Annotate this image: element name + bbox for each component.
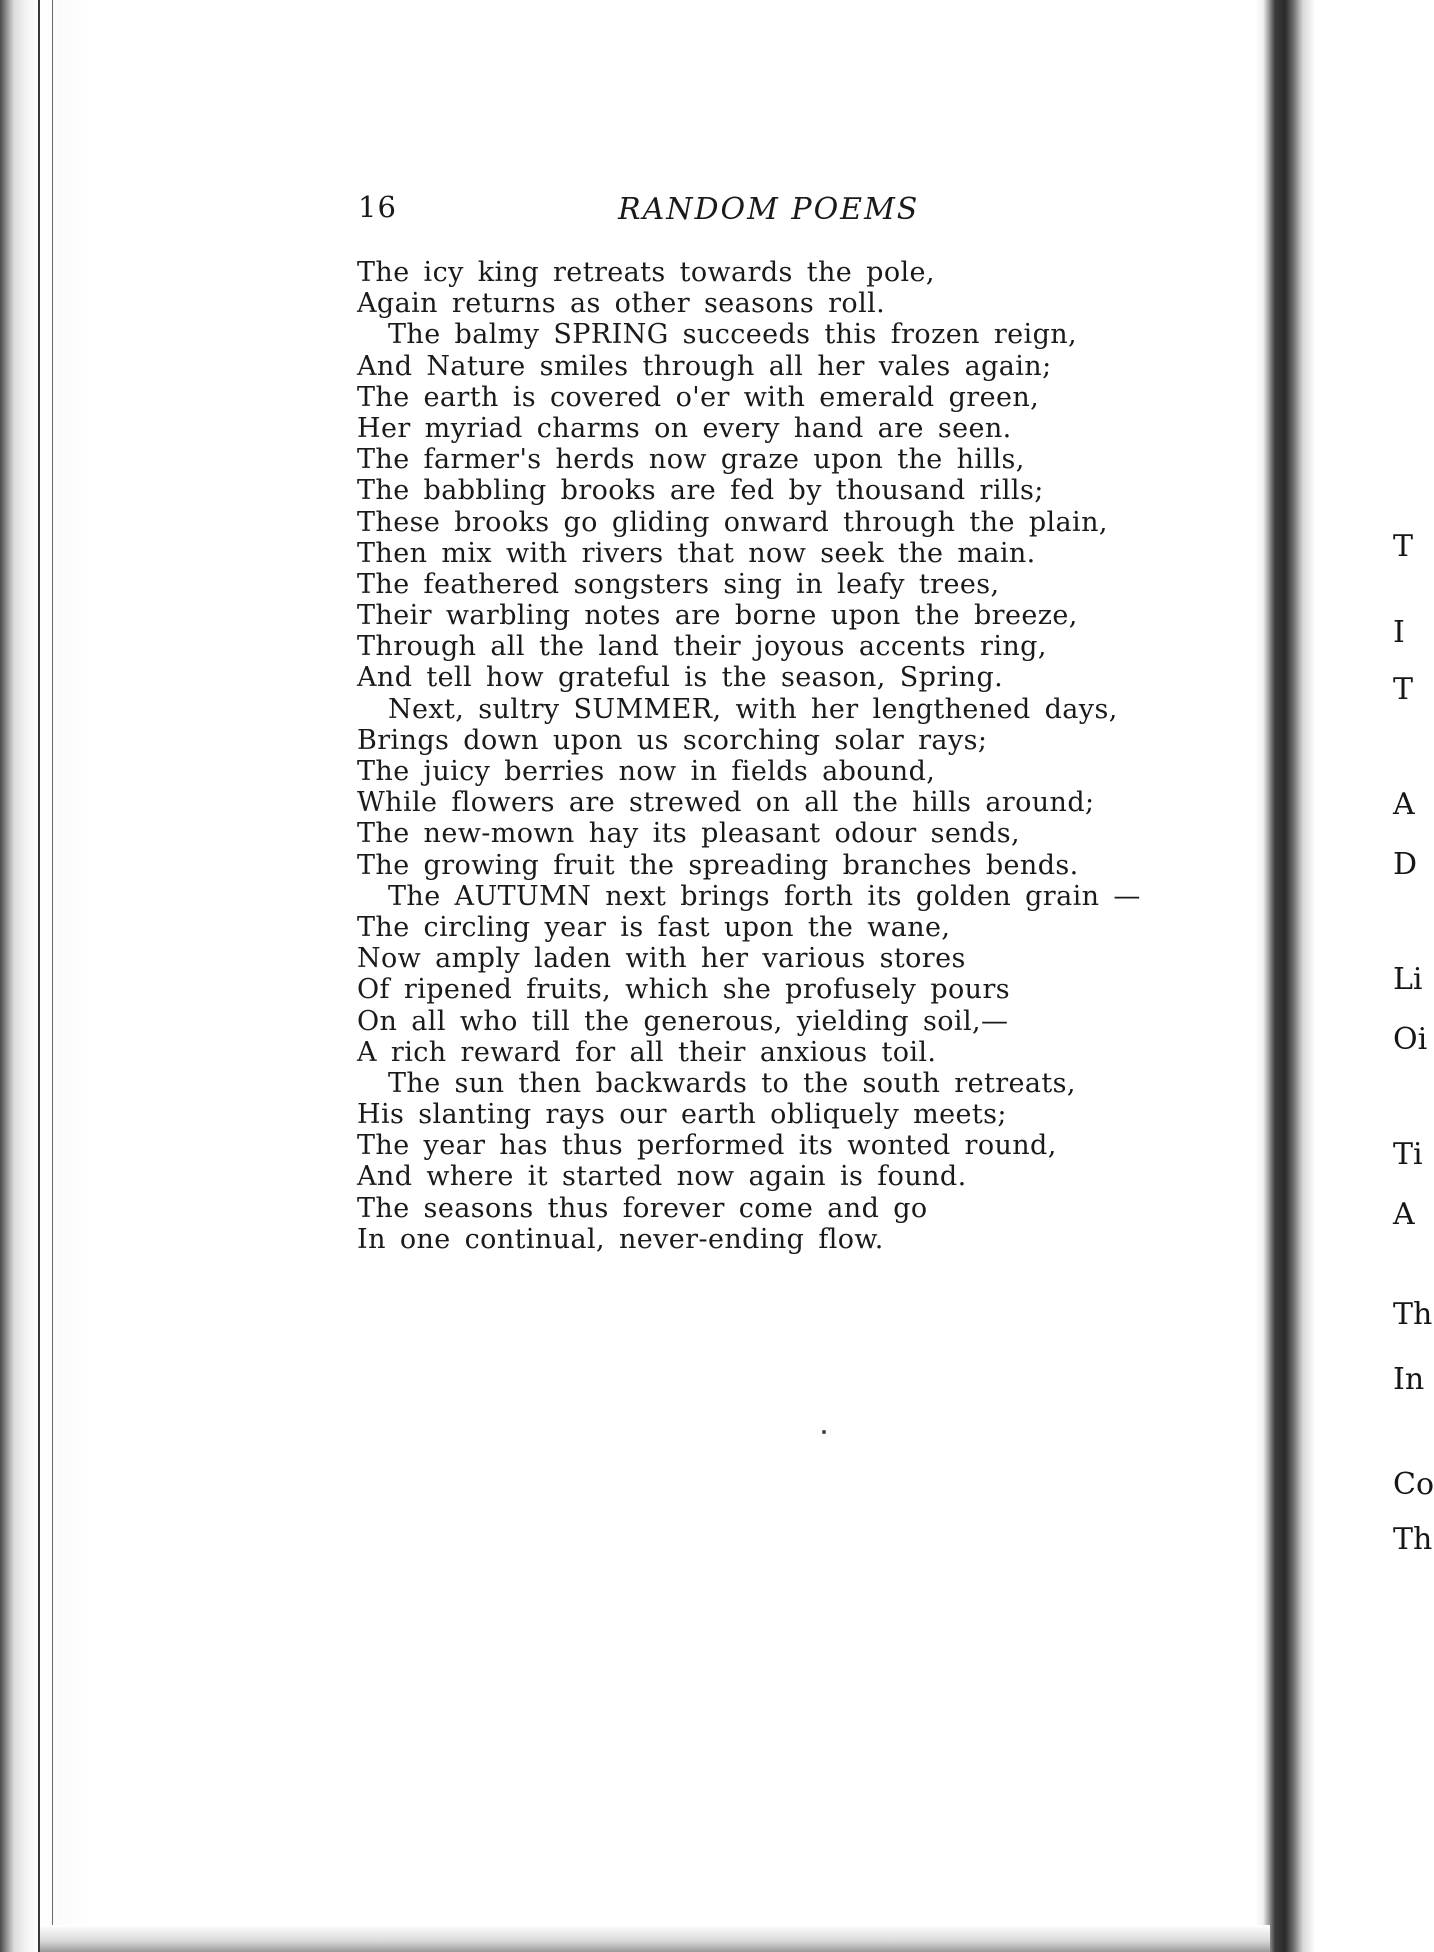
facing-page-fragment: Co — [1393, 1467, 1434, 1502]
facing-page-fragment: Th — [1393, 1297, 1433, 1332]
facing-page — [1315, 0, 1434, 1952]
poem-line: Brings down upon us scorching solar rays; — [357, 724, 988, 756]
poem-line: A rich reward for all their anxious toil. — [357, 1036, 937, 1068]
facing-page-fragment: A — [1393, 1197, 1415, 1232]
binding-line — [52, 0, 53, 1952]
poem-line: The AUTUMN next brings forth its golden grain — — [388, 880, 1141, 912]
left-binding-edge — [0, 0, 90, 1952]
poem-line: And tell how grateful is the season, Spring. — [357, 662, 1004, 694]
poem-line: In one continual, never-ending flow. — [357, 1223, 884, 1255]
facing-page-fragment: D — [1393, 847, 1418, 882]
poem-line: Again returns as other seasons roll. — [357, 288, 886, 320]
facing-page-fragment: Th — [1393, 1522, 1433, 1557]
facing-page-fragment: Li — [1393, 962, 1423, 997]
poem-line: The icy king retreats towards the pole, — [357, 257, 935, 288]
facing-page-fragment: T — [1393, 529, 1414, 564]
poem-line: The new-mown hay its pleasant odour sends, — [357, 818, 1020, 850]
binding-line — [38, 0, 40, 1952]
poem-line: The growing fruit the spreading branches bends. — [357, 849, 1079, 881]
poem-line: Through all the land their joyous accents ring, — [357, 631, 1047, 663]
page-number: 16 — [358, 190, 397, 224]
page-bottom-edge — [40, 1925, 1270, 1952]
poem-line: While flowers are strewed on all the hills around; — [357, 787, 1095, 819]
poem-line: On all who till the generous, yielding soil,— — [357, 1005, 1009, 1037]
facing-page-fragment: Ti — [1393, 1137, 1423, 1172]
poem-line: And Nature smiles through all her vales again; — [357, 350, 1052, 382]
running-title: RANDOM POEMS — [618, 192, 920, 227]
facing-page-fragment: A — [1393, 787, 1415, 822]
facing-page-fragment: Oi — [1393, 1022, 1428, 1057]
poem-line: The seasons thus forever come and go — [357, 1192, 928, 1224]
print-speck — [822, 1430, 826, 1434]
poem-line: The year has thus performed its wonted round, — [357, 1130, 1057, 1162]
poem-line: Now amply laden with her various stores — [357, 943, 966, 975]
poem-line: The babbling brooks are fed by thousand rills; — [357, 475, 1044, 507]
poem-line: The earth is covered o'er with emerald green, — [357, 381, 1040, 413]
poem-line: Then mix with rivers that now seek the main. — [357, 537, 1036, 569]
poem-line: The balmy SPRING succeeds this frozen reign, — [388, 319, 1078, 351]
poem-line: The farmer's herds now graze upon the hills, — [357, 444, 1025, 476]
poem-line: Her myriad charms on every hand are seen. — [357, 412, 1012, 444]
poem-line: Their warbling notes are borne upon the breeze, — [357, 600, 1078, 632]
poem-line: And where it started now again is found. — [357, 1161, 967, 1193]
facing-page-fragment: T — [1393, 672, 1414, 707]
poem-line: Next, sultry SUMMER, with her lengthened days, — [388, 693, 1118, 725]
page-gutter — [1255, 0, 1315, 1952]
poem-line: The sun then backwards to the south retreats, — [388, 1067, 1076, 1099]
poem — [357, 257, 1237, 1255]
poem-line: The feathered songsters sing in leafy trees, — [357, 568, 1000, 600]
poem-line: His slanting rays our earth obliquely meets; — [357, 1099, 1007, 1131]
facing-page-fragment: I — [1393, 615, 1405, 650]
facing-page-fragment: In — [1393, 1362, 1425, 1397]
poem-line: The juicy berries now in fields abound, — [357, 756, 936, 787]
poem-line: These brooks go gliding onward through the plain, — [357, 506, 1108, 538]
poem-line: Of ripened fruits, which she profusely pours — [357, 974, 1011, 1006]
poem-line: The circling year is fast upon the wane, — [357, 911, 951, 943]
